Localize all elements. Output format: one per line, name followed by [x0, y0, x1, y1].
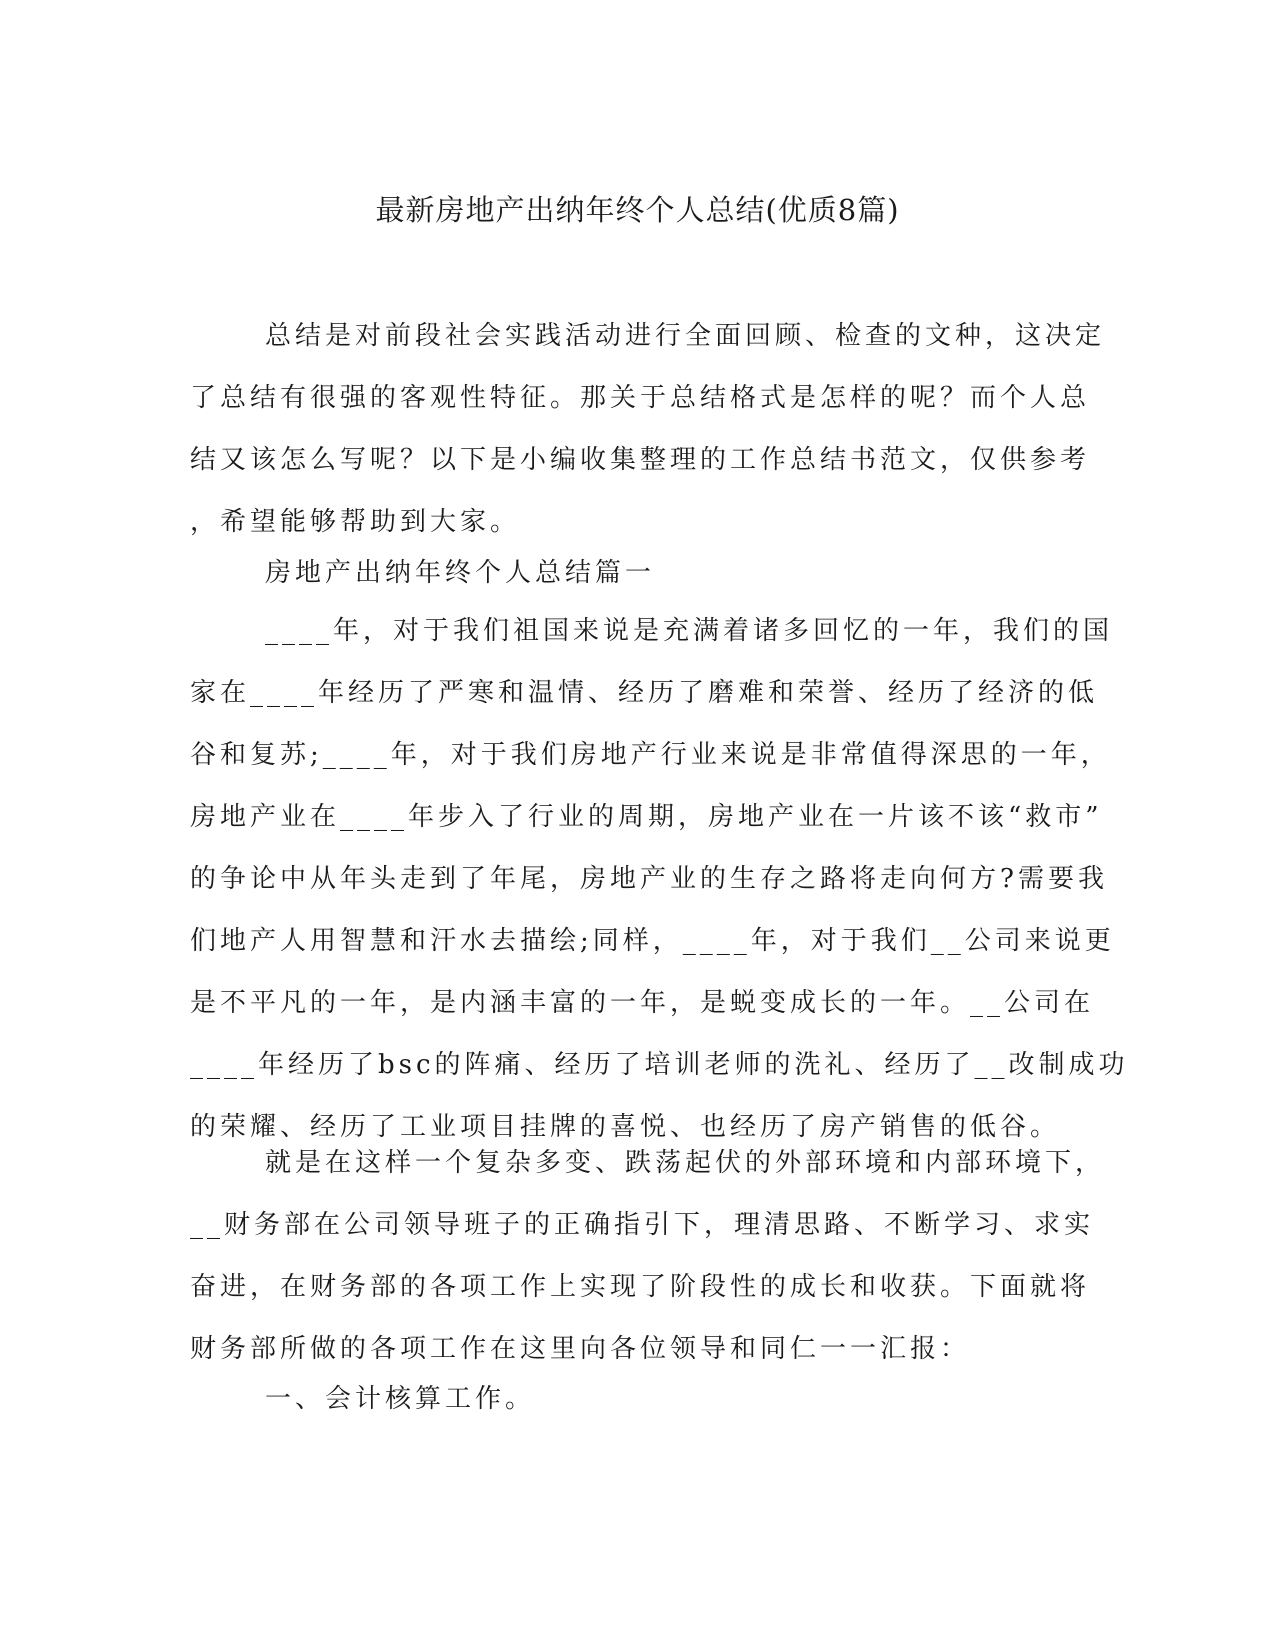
- finance-line: 财务部所做的各项工作在这里向各位领导和同仁一一汇报：: [190, 1334, 971, 1364]
- body-line: 谷和复苏;____年，对于我们房地产行业来说是非常值得深思的一年，: [190, 740, 1111, 770]
- body-line: 是不平凡的一年，是内涵丰富的一年，是蜕变成长的一年。__公司在: [190, 988, 1095, 1018]
- body-line: 家在____年经历了严寒和温情、经历了磨难和荣誉、经历了经济的低: [190, 678, 1099, 708]
- section-heading: 房地产出纳年终个人总结篇一: [265, 558, 656, 588]
- finance-line: 就是在这样一个复杂多变、跌荡起伏的外部环境和内部环境下，: [265, 1148, 1106, 1178]
- intro-line: 总结是对前段社会实践活动进行全面回顾、检查的文种，这决定: [265, 321, 1106, 351]
- body-line: 房地产业在____年步入了行业的周期，房地产业在一片该不该“救市”: [190, 802, 1103, 832]
- finance-line: __财务部在公司领导班子的正确指引下，理清思路、不断学习、求实: [190, 1210, 1095, 1240]
- body-line: ____年经历了bsc的阵痛、经历了培训老师的洗礼、经历了__改制成功: [190, 1050, 1129, 1080]
- body-line: 们地产人用智慧和汗水去描绘;同样，____年，对于我们__公司来说更: [190, 926, 1115, 956]
- document-title: 最新房地产出纳年终个人总结(优质8篇): [375, 193, 900, 227]
- body-paragraph: [190, 600, 1129, 1158]
- intro-paragraph: [190, 305, 1106, 553]
- body-line: ____年，对于我们祖国来说是充满着诸多回忆的一年，我们的国: [265, 616, 1114, 646]
- body-line: 的争论中从年头走到了年尾，房地产业的生存之路将走向何方?需要我: [190, 864, 1108, 894]
- intro-line: 了总结有很强的客观性特征。那关于总结格式是怎样的呢？而个人总: [190, 383, 1091, 413]
- finance-line: 奋进，在财务部的各项工作上实现了阶段性的成长和收获。下面就将: [190, 1272, 1091, 1302]
- item-heading: 一、会计核算工作。: [265, 1384, 536, 1414]
- intro-line: 结又该怎么写呢？以下是小编收集整理的工作总结书范文，仅供参考: [190, 445, 1091, 475]
- intro-line: ，希望能够帮助到大家。: [190, 507, 521, 537]
- finance-paragraph: [190, 1132, 1106, 1380]
- body-line: 的荣耀、经历了工业项目挂牌的喜悦、也经历了房产销售的低谷。: [190, 1112, 1061, 1142]
